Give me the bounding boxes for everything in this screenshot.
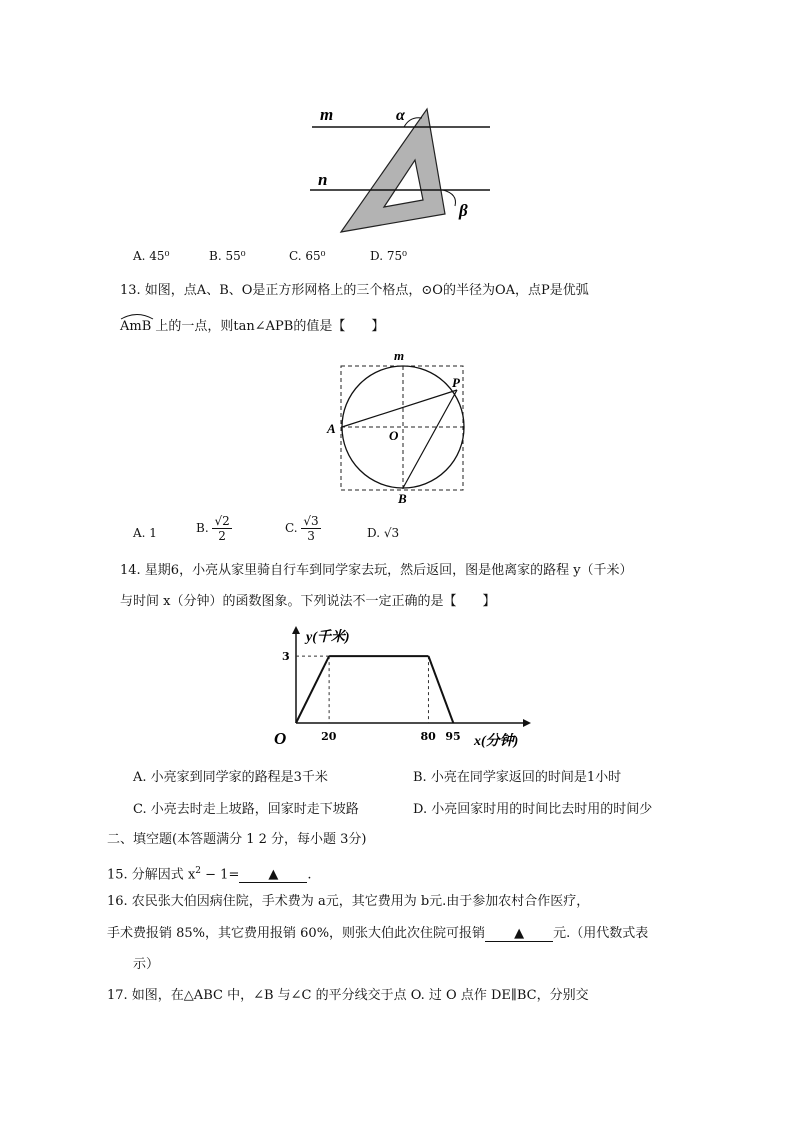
q16-answer-blank: ▲	[485, 927, 553, 942]
q14-text-line2: 与时间 x（分钟）的函数图象。下列说法不一定正确的是【 】	[120, 594, 496, 609]
q12-option-a: A. 45⁰	[133, 249, 170, 263]
origin-label: O	[274, 729, 287, 748]
x-axis-arrow	[523, 719, 531, 727]
q16-text-line2: 手术费报销 85%，其它费用报销 60%，则张大伯此次住院可报销 ▲ 元.（用代数式表	[107, 926, 649, 941]
label-p: P	[452, 375, 460, 390]
q16-text-line1: 16. 农民张大伯因病住院，手术费为 a元，其它费用为 b元.由于参加农村合作医疗，	[107, 894, 590, 909]
y-axis-arrow	[292, 626, 300, 634]
q14-text-line1: 14. 星期6，小亮从家里骑自行车到同学家去玩，然后返回，图是他离家的路程 y（千米）	[120, 563, 633, 578]
q15-answer-blank: ▲	[239, 868, 307, 883]
q14-option-c: C. 小亮去时走上坡路，回家时走下坡路	[133, 802, 359, 817]
q12-option-d: D. 75⁰	[370, 249, 407, 263]
q13-option-c: C. $\frac{√3}{3}$	[285, 514, 319, 543]
label-alpha: α	[396, 107, 405, 124]
q15-text: 15. 分解因式 $x^2 - 1=$ ▲ .	[107, 866, 312, 883]
x-tick-label-80: 80	[420, 730, 436, 743]
x-axis-label: x(分钟)	[474, 734, 519, 749]
q13-text-line2: AmB 上的一点，则tan∠APB的值是【 】	[120, 318, 384, 336]
q16-text-line3: 示）	[133, 957, 160, 972]
q13-option-a: A. 1	[133, 526, 157, 540]
q14-option-b: B. 小亮在同学家返回的时间是1小时	[413, 770, 622, 785]
arc-amb: AmB	[120, 318, 151, 336]
label-o: O	[389, 428, 399, 443]
q14-option-a: A. 小亮家到同学家的路程是3千米	[133, 770, 328, 785]
y-axis-label: y(千米)	[306, 630, 350, 645]
q13-text-line1: 13. 如图，点A、B、O是正方形网格上的三个格点，⊙O的半径为OA，点P是优弧	[120, 283, 589, 298]
label-beta: β	[459, 201, 468, 220]
q13-option-b: B. $\frac{√2}{2}$	[196, 514, 230, 543]
label-m-circle: m	[394, 348, 405, 363]
label-m: m	[320, 105, 334, 124]
series-segment-1	[296, 656, 329, 723]
label-b: B	[398, 491, 407, 506]
x-tick-label-95: 95	[445, 730, 461, 743]
q14-option-d: D. 小亮回家时用的时间比去时用的时间少	[413, 802, 653, 817]
x-tick-label-20: 20	[321, 730, 337, 743]
y-tick-label-3: 3	[282, 650, 290, 664]
q13-option-d: D. √3	[367, 526, 400, 540]
label-n: n	[318, 170, 328, 189]
q12-option-b: B. 55⁰	[209, 249, 246, 263]
q12-option-c: C. 65⁰	[289, 249, 326, 263]
q17-text-line1: 17. 如图，在△ABC 中，∠B 与∠C 的平分线交于点 O. 过 O 点作 DE∥BC，分别交	[107, 988, 589, 1003]
section2-heading: 二、填空题(本答题满分 1 2 分，每小题 3分)	[107, 832, 367, 847]
label-a: A	[327, 421, 336, 436]
series-segment-3	[428, 656, 453, 723]
